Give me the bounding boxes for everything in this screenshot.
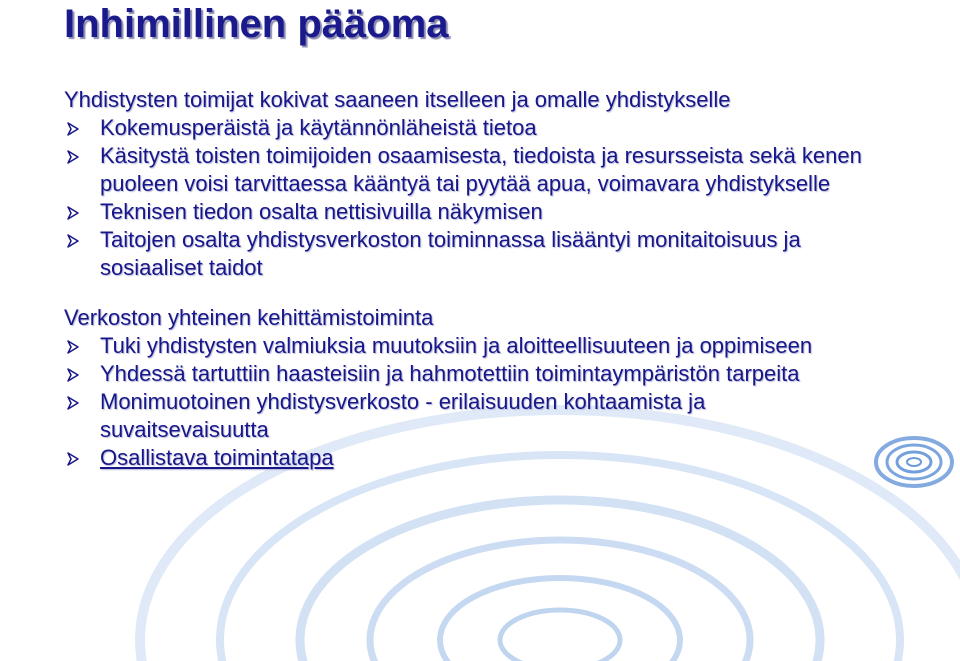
- arrow-bullet-icon: [66, 150, 80, 164]
- bullet-text: Teknisen tiedon osalta nettisivuilla näkymisen: [100, 199, 543, 224]
- list-item: [64, 360, 864, 388]
- section-heading-2: Verkoston yhteinen kehittämistoiminta: [64, 305, 434, 330]
- bullet-text: Monimuotoinen yhdistysverkosto - erilaisuuden kohtaamista ja suvaitsevaisuutta: [100, 389, 706, 442]
- list-item: [64, 142, 864, 198]
- bullet-text: Taitojen osalta yhdistysverkoston toiminnassa lisääntyi monitaitoisuus ja sosiaaliset taidot: [100, 227, 801, 280]
- list-item: [64, 198, 864, 226]
- bullet-text: Osallistava toimintatapa: [100, 445, 334, 470]
- section-heading-1: Yhdistysten toimijat kokivat saaneen itselleen ja omalle yhdistykselle: [64, 87, 731, 112]
- list-item: [64, 444, 864, 472]
- list-item: [64, 114, 864, 142]
- small-ripple: [876, 438, 952, 486]
- list-item: [64, 332, 864, 360]
- arrow-bullet-icon: [66, 340, 80, 354]
- bullet-text: Tuki yhdistysten valmiuksia muutoksiin ja aloitteellisuuteen ja oppimiseen: [100, 333, 813, 358]
- bullet-text: Käsitystä toisten toimijoiden osaamisesta, tiedoista ja resursseista sekä kenen puoleen voisi tarvittaessa kääntyä tai pyytää apua, voimavara yhdistykselle: [100, 143, 862, 196]
- arrow-bullet-icon: [66, 368, 80, 382]
- arrow-bullet-icon: [66, 206, 80, 220]
- arrow-bullet-icon: [66, 452, 80, 466]
- arrow-bullet-icon: [66, 396, 80, 410]
- bullet-list-2: [64, 332, 864, 472]
- arrow-bullet-icon: [66, 122, 80, 136]
- bullet-text: Yhdessä tartuttiin haasteisiin ja hahmotettiin toimintaympäristön tarpeita: [100, 361, 800, 386]
- list-item: [64, 226, 864, 282]
- list-item: [64, 388, 864, 444]
- arrow-bullet-icon: [66, 234, 80, 248]
- slide-title: Inhimillinen pääoma: [64, 2, 449, 46]
- bullet-text: Kokemusperäistä ja käytännönläheistä tietoa: [100, 115, 537, 140]
- bullet-list-1: [64, 114, 864, 282]
- slide-content: [64, 86, 864, 472]
